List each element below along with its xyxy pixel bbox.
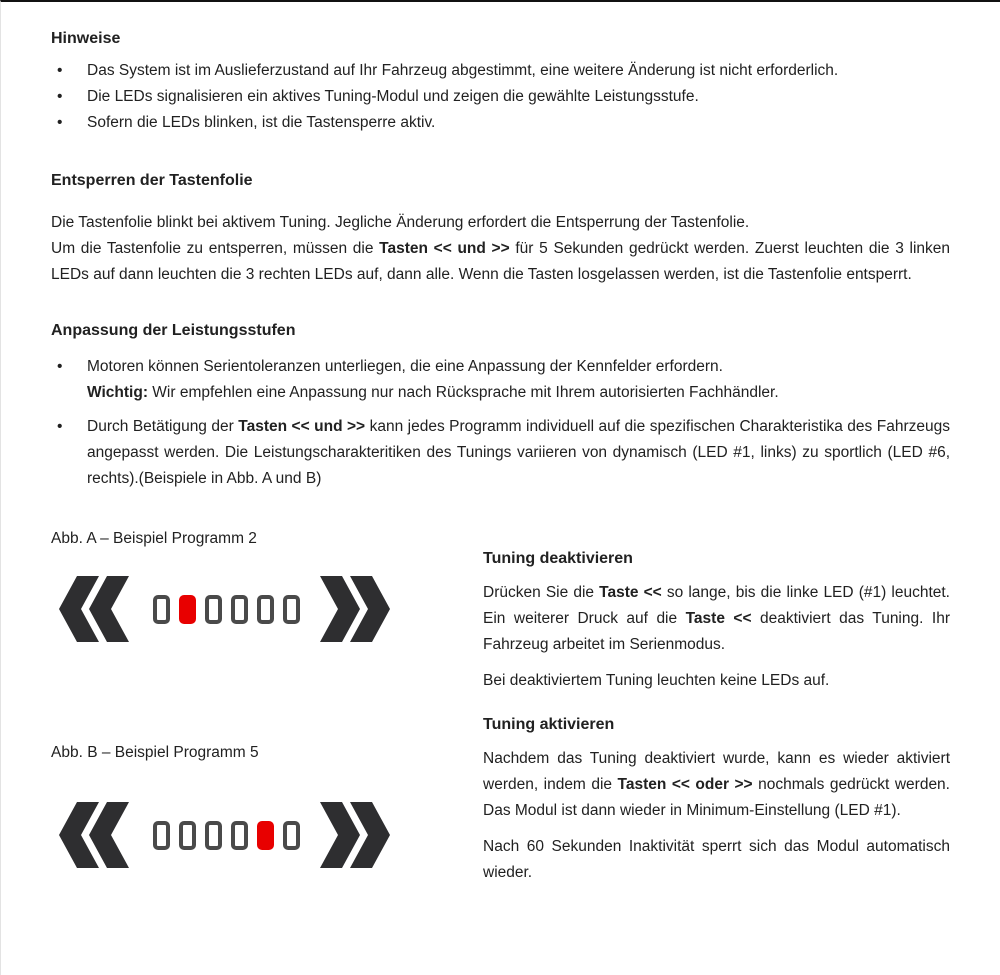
bold-keys-run: Tasten << und >> <box>238 418 366 435</box>
led-2-active <box>179 595 196 624</box>
figures-and-instructions <box>51 526 950 886</box>
tuning-deaktivieren-paragraph-2: Bei deaktiviertem Tuning leuchten keine LEDs auf. <box>483 672 830 689</box>
list-item <box>51 84 950 110</box>
text-run: so lange, bis die linke LED (#1) leuchtet. Ein weiterer Druck auf die <box>483 584 950 627</box>
wichtig-label: Wichtig: <box>87 384 148 401</box>
anpassung-bullet-1 <box>87 354 950 406</box>
section-hinweise <box>51 28 950 136</box>
list-item <box>51 414 950 492</box>
list-item <box>51 110 950 136</box>
led-1 <box>153 821 170 850</box>
section-entsperren <box>51 170 950 288</box>
figure-a-label: Abb. A – Beispiel Programm 2 <box>51 530 257 547</box>
text-run: Nachdem das Tuning deaktiviert wurde, kann es wieder aktiviert werden, indem die <box>483 750 950 793</box>
tuning-deaktivieren-paragraph-1 <box>483 580 950 658</box>
tuning-aktivieren-paragraph-1 <box>483 746 950 824</box>
entsperren-heading: Entsperren der Tastenfolie <box>51 172 253 189</box>
text-run: Motoren können Serientoleranzen unterliegen, die eine Anpassung der Kennfelder erfordern. <box>87 358 723 375</box>
bold-keys-run: Tasten << und >> <box>379 240 510 257</box>
chevron-right-double-icon <box>320 802 390 868</box>
bullet-icon <box>51 58 87 84</box>
led-3 <box>205 595 222 624</box>
led-4 <box>231 821 248 850</box>
tuning-aktivieren-paragraph-2: Nach 60 Sekunden Inaktivität sperrt sich das Modul automatisch wieder. <box>483 838 950 881</box>
text-run: Drücken Sie die <box>483 584 600 601</box>
bullet-icon <box>51 84 87 110</box>
text-run: nochmals gedrückt werden. Das Modul ist dann wieder in Minimum-Einstellung (LED #1). <box>483 776 950 819</box>
entsperren-paragraph-2 <box>51 236 950 288</box>
led-1 <box>153 595 170 624</box>
led-figure-b <box>51 802 483 868</box>
anpassung-list <box>51 354 950 492</box>
led-6 <box>283 821 300 850</box>
text-run: Durch Betätigung der <box>87 418 239 435</box>
instructions-column <box>483 526 950 886</box>
led-5 <box>257 595 274 624</box>
figures-column <box>51 526 483 886</box>
text-run: kann jedes Programm individuell auf die spezifischen Charakteristika des Fahrzeugs angepasst werden. Die Leistungscharakteritiken des Tunings variieren von dynamisch (LED #1, links) zu sportlich (LED #6, rechts).(Beispiele in Abb. A und B) <box>87 418 950 487</box>
bullet-icon <box>51 414 87 492</box>
anpassung-bullet-2 <box>87 414 950 492</box>
bold-keys-run: Tasten << oder >> <box>617 776 753 793</box>
chevron-left-double-icon <box>59 576 129 642</box>
manual-page <box>1 2 1000 886</box>
bullet-icon <box>51 354 87 406</box>
led-strip-b <box>153 821 300 850</box>
hinweise-bullet-2: Die LEDs signalisieren ein aktives Tuning-Modul und zeigen die gewählte Leistungsstufe. <box>87 88 699 105</box>
hinweise-bullet-1: Das System ist im Auslieferzustand auf Ihr Fahrzeug abgestimmt, eine weitere Änderung ist nicht erforderlich. <box>87 62 839 79</box>
led-strip-a <box>153 595 300 624</box>
text-run: deaktiviert das Tuning. Ihr Fahrzeug arbeitet im Serienmodus. <box>483 610 950 653</box>
entsperren-paragraph-1: Die Tastenfolie blinkt bei aktivem Tuning. Jegliche Änderung erfordert die Entsperrung der Tastenfolie. <box>51 214 750 231</box>
hinweise-bullet-3: Sofern die LEDs blinken, ist die Tastensperre aktiv. <box>87 114 436 131</box>
chevron-left-double-icon <box>59 802 129 868</box>
led-4 <box>231 595 248 624</box>
led-3 <box>205 821 222 850</box>
chevron-right-double-icon <box>320 576 390 642</box>
text-run: für 5 Sekunden gedrückt werden. Zuerst leuchten die 3 linken LEDs auf dann leuchten die 3 rechten LEDs auf, dann alle. Wenn die Tasten losgelassen werden, ist die Tastenfolie entsperrt. <box>51 240 950 283</box>
led-5-active <box>257 821 274 850</box>
bold-key-run: Taste << <box>599 584 662 601</box>
figure-b-label: Abb. B – Beispiel Programm 5 <box>51 744 259 761</box>
bullet-icon <box>51 110 87 136</box>
led-2 <box>179 821 196 850</box>
list-item <box>51 58 950 84</box>
hinweise-list <box>51 58 950 136</box>
tuning-deaktivieren-heading: Tuning deaktivieren <box>483 550 633 567</box>
text-run: Um die Tastenfolie zu entsperren, müssen die <box>51 240 380 257</box>
bold-key-run: Taste << <box>685 610 752 627</box>
led-6 <box>283 595 300 624</box>
hinweise-heading: Hinweise <box>51 30 121 47</box>
section-anpassung <box>51 320 950 492</box>
list-item <box>51 354 950 406</box>
led-figure-a <box>51 576 483 642</box>
tuning-aktivieren-heading: Tuning aktivieren <box>483 716 615 733</box>
text-run: Wir empfehlen eine Anpassung nur nach Rücksprache mit Ihrem autorisierten Fachhändler. <box>148 384 779 401</box>
anpassung-heading: Anpassung der Leistungsstufen <box>51 322 296 339</box>
